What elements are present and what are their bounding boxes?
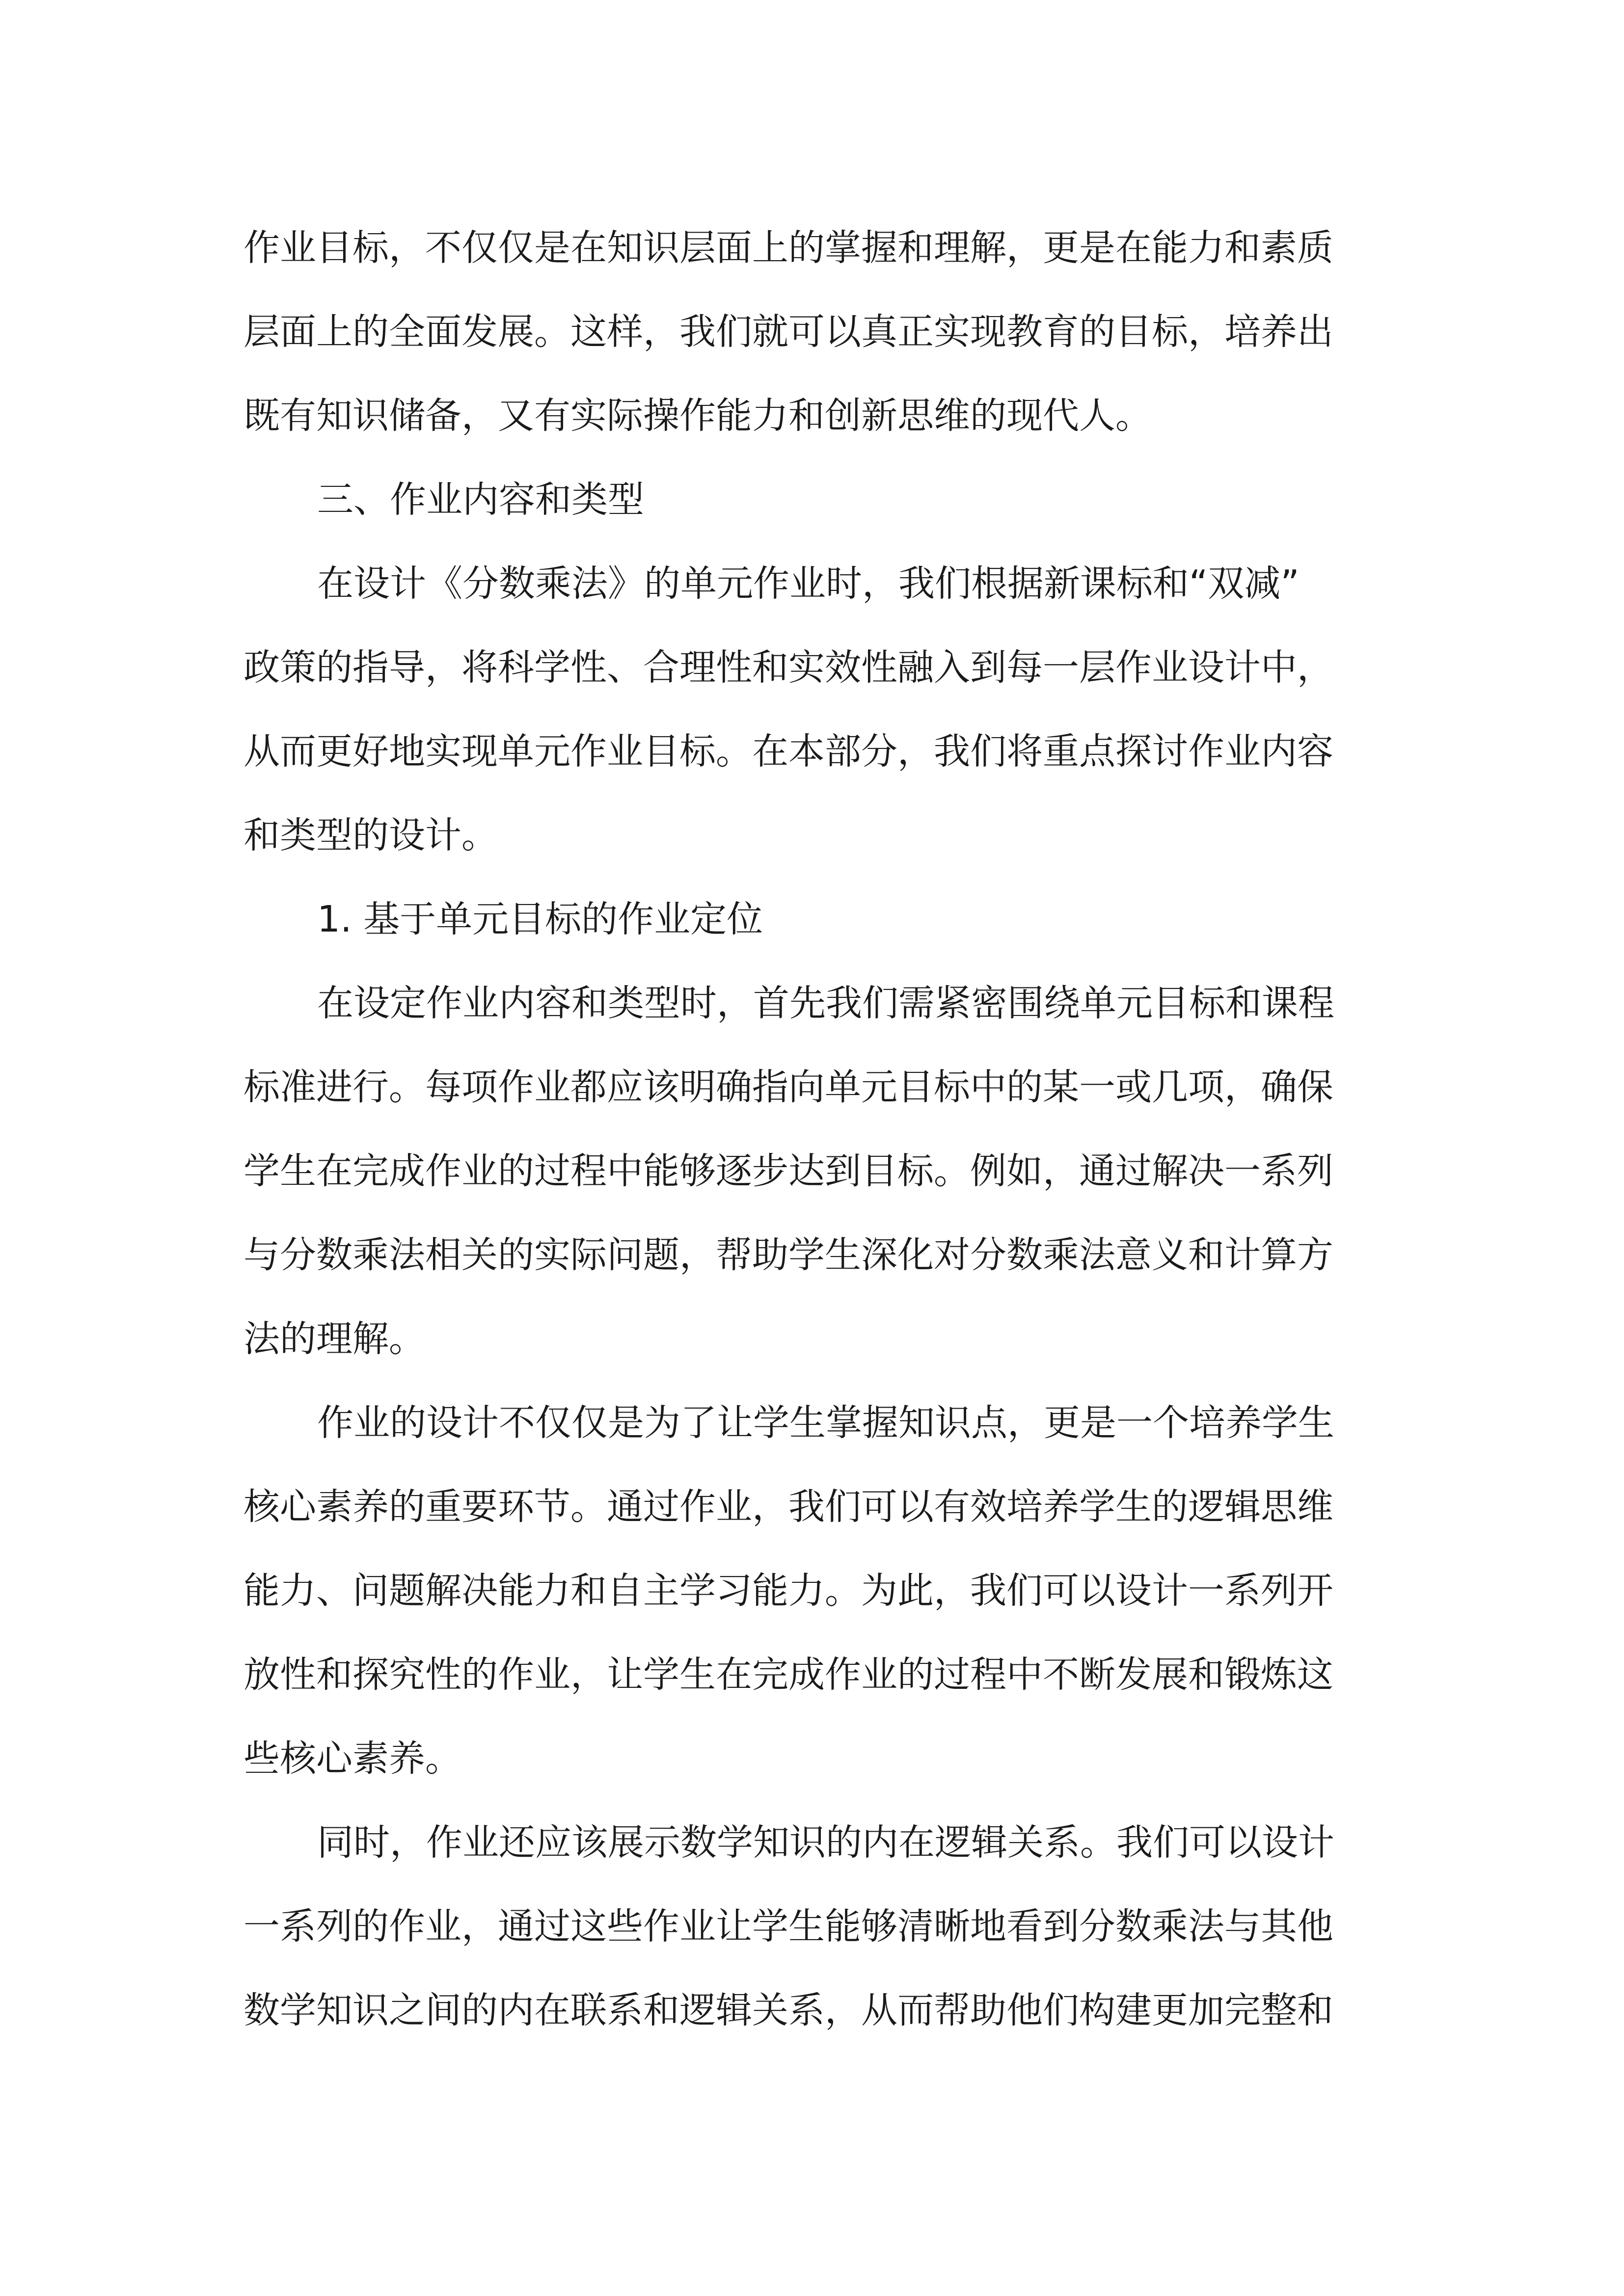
text-line: 些核心素养。 <box>244 1737 461 1780</box>
text-line: 在设计《分数乘法》的单元作业时，我们根据新课标和“双减” <box>317 562 1299 605</box>
text-line: 作业目标，不仅仅是在知识层面上的掌握和理解，更是在能力和素质 <box>244 227 1333 269</box>
text-line: 作业的设计不仅仅是为了让学生掌握知识点，更是一个培养学生 <box>317 1402 1334 1444</box>
subsection-heading: 1. 基于单元目标的作业定位 <box>317 898 763 940</box>
text-line: 学生在完成作业的过程中能够逐步达到目标。例如，通过解决一系列 <box>244 1150 1333 1192</box>
section-heading: 三、作业内容和类型 <box>317 479 644 521</box>
text-line: 与分数乘法相关的实际问题，帮助学生深化对分数乘法意义和计算方 <box>244 1234 1333 1276</box>
text-line: 既有知识储备，又有实际操作能力和创新思维的现代人。 <box>244 395 1152 437</box>
text-line: 核心素养的重要环节。通过作业，我们可以有效培养学生的逻辑思维 <box>244 1486 1333 1528</box>
text-line: 和类型的设计。 <box>244 814 498 856</box>
text-line: 在设定作业内容和类型时，首先我们需紧密围绕单元目标和课程 <box>317 982 1334 1024</box>
text-line: 层面上的全面发展。这样，我们就可以真正实现教育的目标，培养出 <box>244 311 1333 353</box>
text-line: 放性和探究性的作业，让学生在完成作业的过程中不断发展和锻炼这 <box>244 1654 1333 1696</box>
text-line: 同时，作业还应该展示数学知识的内在逻辑关系。我们可以设计 <box>317 1821 1334 1864</box>
text-line: 法的理解。 <box>244 1318 425 1360</box>
body-text <box>244 206 1387 2053</box>
text-line: 从而更好地实现单元作业目标。在本部分，我们将重点探讨作业内容 <box>244 730 1333 773</box>
text-line: 数学知识之间的内在联系和逻辑关系，从而帮助他们构建更加完整和 <box>244 1989 1333 2031</box>
text-line: 能力、问题解决能力和自主学习能力。为此，我们可以设计一系列开 <box>244 1570 1333 1612</box>
text-line: 政策的指导，将科学性、合理性和实效性融入到每一层作业设计中， <box>244 646 1333 689</box>
text-line: 一系列的作业，通过这些作业让学生能够清晰地看到分数乘法与其他 <box>244 1905 1333 1948</box>
text-line: 标准进行。每项作业都应该明确指向单元目标中的某一或几项，确保 <box>244 1066 1333 1108</box>
